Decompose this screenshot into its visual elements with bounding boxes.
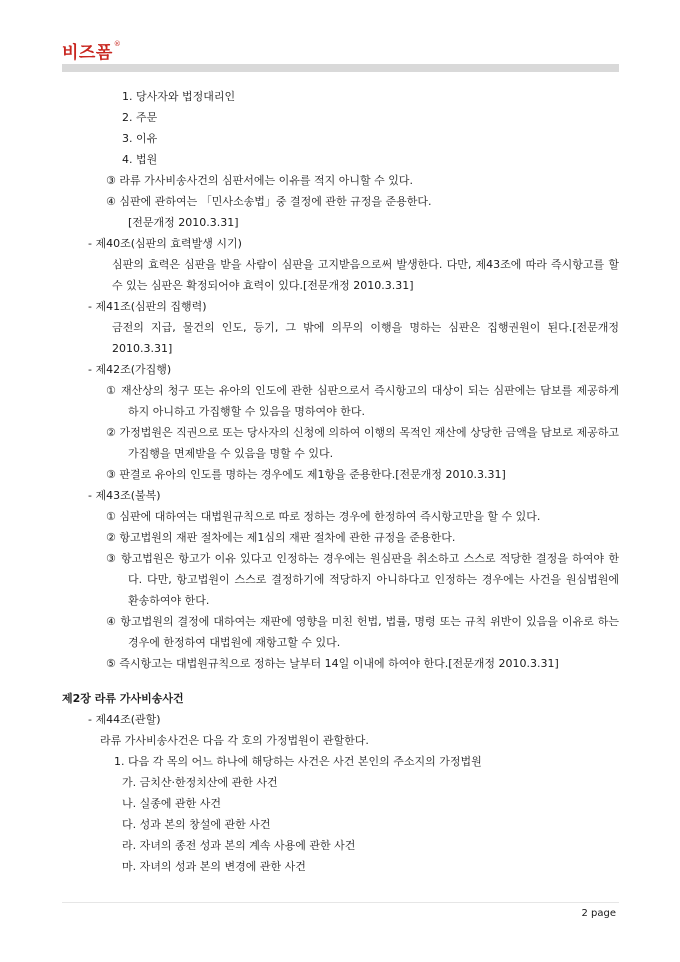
article-body: 금전의 지급, 물건의 인도, 등기, 그 밖에 의무의 이행을 명하는 심판은 집행권원이 된다.[전문개정 2010.3.31] — [112, 321, 619, 355]
brand-logo — [62, 38, 120, 63]
clause-item: ⑤ 즉시항고는 대법원규칙으로 정하는 날부터 14일 이내에 하여야 한다.[전문개정 2010.3.31] — [106, 657, 559, 670]
clause-item: ③ 라류 가사비송사건의 심판서에는 이유를 적지 아니할 수 있다. — [106, 174, 413, 187]
clause-item — [62, 548, 619, 611]
sub-item: 다. 성과 본의 창설에 관한 사건 — [122, 818, 271, 831]
clause-item: ② 항고법원의 재판 절차에는 제1심의 재판 절차에 관한 규정을 준용한다. — [106, 531, 456, 544]
article-body: 심판의 효력은 심판을 받을 사람이 심판을 고지받음으로써 발생한다. 다만, 제43조에 따라 즉시항고를 할 수 있는 심판은 확정되어야 효력이 있다.[전문개정 2010.3.31] — [112, 258, 619, 292]
page-number: 2 page — [581, 908, 616, 919]
list-item: 3. 이유 — [122, 132, 158, 145]
article-title: - 제41조(심판의 집행력) — [88, 300, 207, 313]
article-title: - 제43조(불복) — [88, 489, 161, 502]
clause-item: ④ 심판에 관하여는 「민사소송법」중 결정에 관한 규정을 준용한다. — [106, 195, 432, 208]
clause-text: ③ 항고법원은 항고가 이유 있다고 인정하는 경우에는 원심판을 취소하고 스스로 적당한 결정을 하여야 한다. 다만, 항고법원이 스스로 결정하기에 적당하지 아니하다고 인정하는 경우에는 사건을 원심법원에 환송하여야 한다. — [106, 552, 619, 607]
header-divider — [62, 64, 619, 72]
clause-item: ① 심판에 대하여는 대법원규칙으로 따로 정하는 경우에 한정하여 즉시항고만을 할 수 있다. — [106, 510, 541, 523]
article-body: 라류 가사비송사건은 다음 각 호의 가정법원이 관할한다. — [100, 734, 369, 747]
list-item: 2. 주문 — [122, 111, 158, 124]
clause-item — [62, 380, 619, 422]
list-item: 1. 당사자와 법정대리인 — [122, 90, 236, 103]
sub-item: 마. 자녀의 성과 본의 변경에 관한 사건 — [122, 860, 306, 873]
clause-item: ③ 판결로 유아의 인도를 명하는 경우에도 제1항을 준용한다.[전문개정 2010.3.31] — [106, 468, 506, 481]
clause-text: ④ 항고법원의 결정에 대하여는 재판에 영향을 미친 헌법, 법률, 명령 또는 규칙 위반이 있음을 이유로 하는 경우에 한정하여 대법원에 재항고할 수 있다. — [106, 615, 619, 649]
clause-text: ① 재산상의 청구 또는 유아의 인도에 관한 심판으로서 즉시항고의 대상이 되는 심판에는 담보를 제공하게 하지 아니하고 가집행할 수 있음을 명하여야 한다. — [106, 384, 619, 418]
article-title: - 제44조(관할) — [88, 713, 161, 726]
footer-divider — [62, 902, 619, 903]
document-body — [62, 86, 619, 877]
clause-item — [62, 611, 619, 653]
article-title: - 제42조(가집행) — [88, 363, 172, 376]
sub-item: 나. 실종에 관한 사건 — [122, 797, 221, 810]
list-item: 1. 다음 각 목의 어느 하나에 해당하는 사건은 사건 본인의 주소지의 가정법원 — [114, 755, 482, 768]
chapter-heading: 제2장 라류 가사비송사건 — [62, 692, 184, 705]
clause-text: ② 가정법원은 직권으로 또는 당사자의 신청에 의하여 이행의 목적인 재산에 상당한 금액을 담보로 제공하고 가집행을 면제받을 수 있음을 명할 수 있다. — [106, 426, 619, 460]
sub-item: 가. 금치산·한정치산에 관한 사건 — [122, 776, 278, 789]
sub-item: 라. 자녀의 종전 성과 본의 계속 사용에 관한 사건 — [122, 839, 356, 852]
registered-mark: ® — [113, 40, 122, 48]
revision-note: [전문개정 2010.3.31] — [128, 216, 239, 229]
article-title: - 제40조(심판의 효력발생 시기) — [88, 237, 242, 250]
logo-text: 비즈폼 — [62, 43, 113, 63]
list-item: 4. 법원 — [122, 153, 158, 166]
clause-item — [62, 422, 619, 464]
